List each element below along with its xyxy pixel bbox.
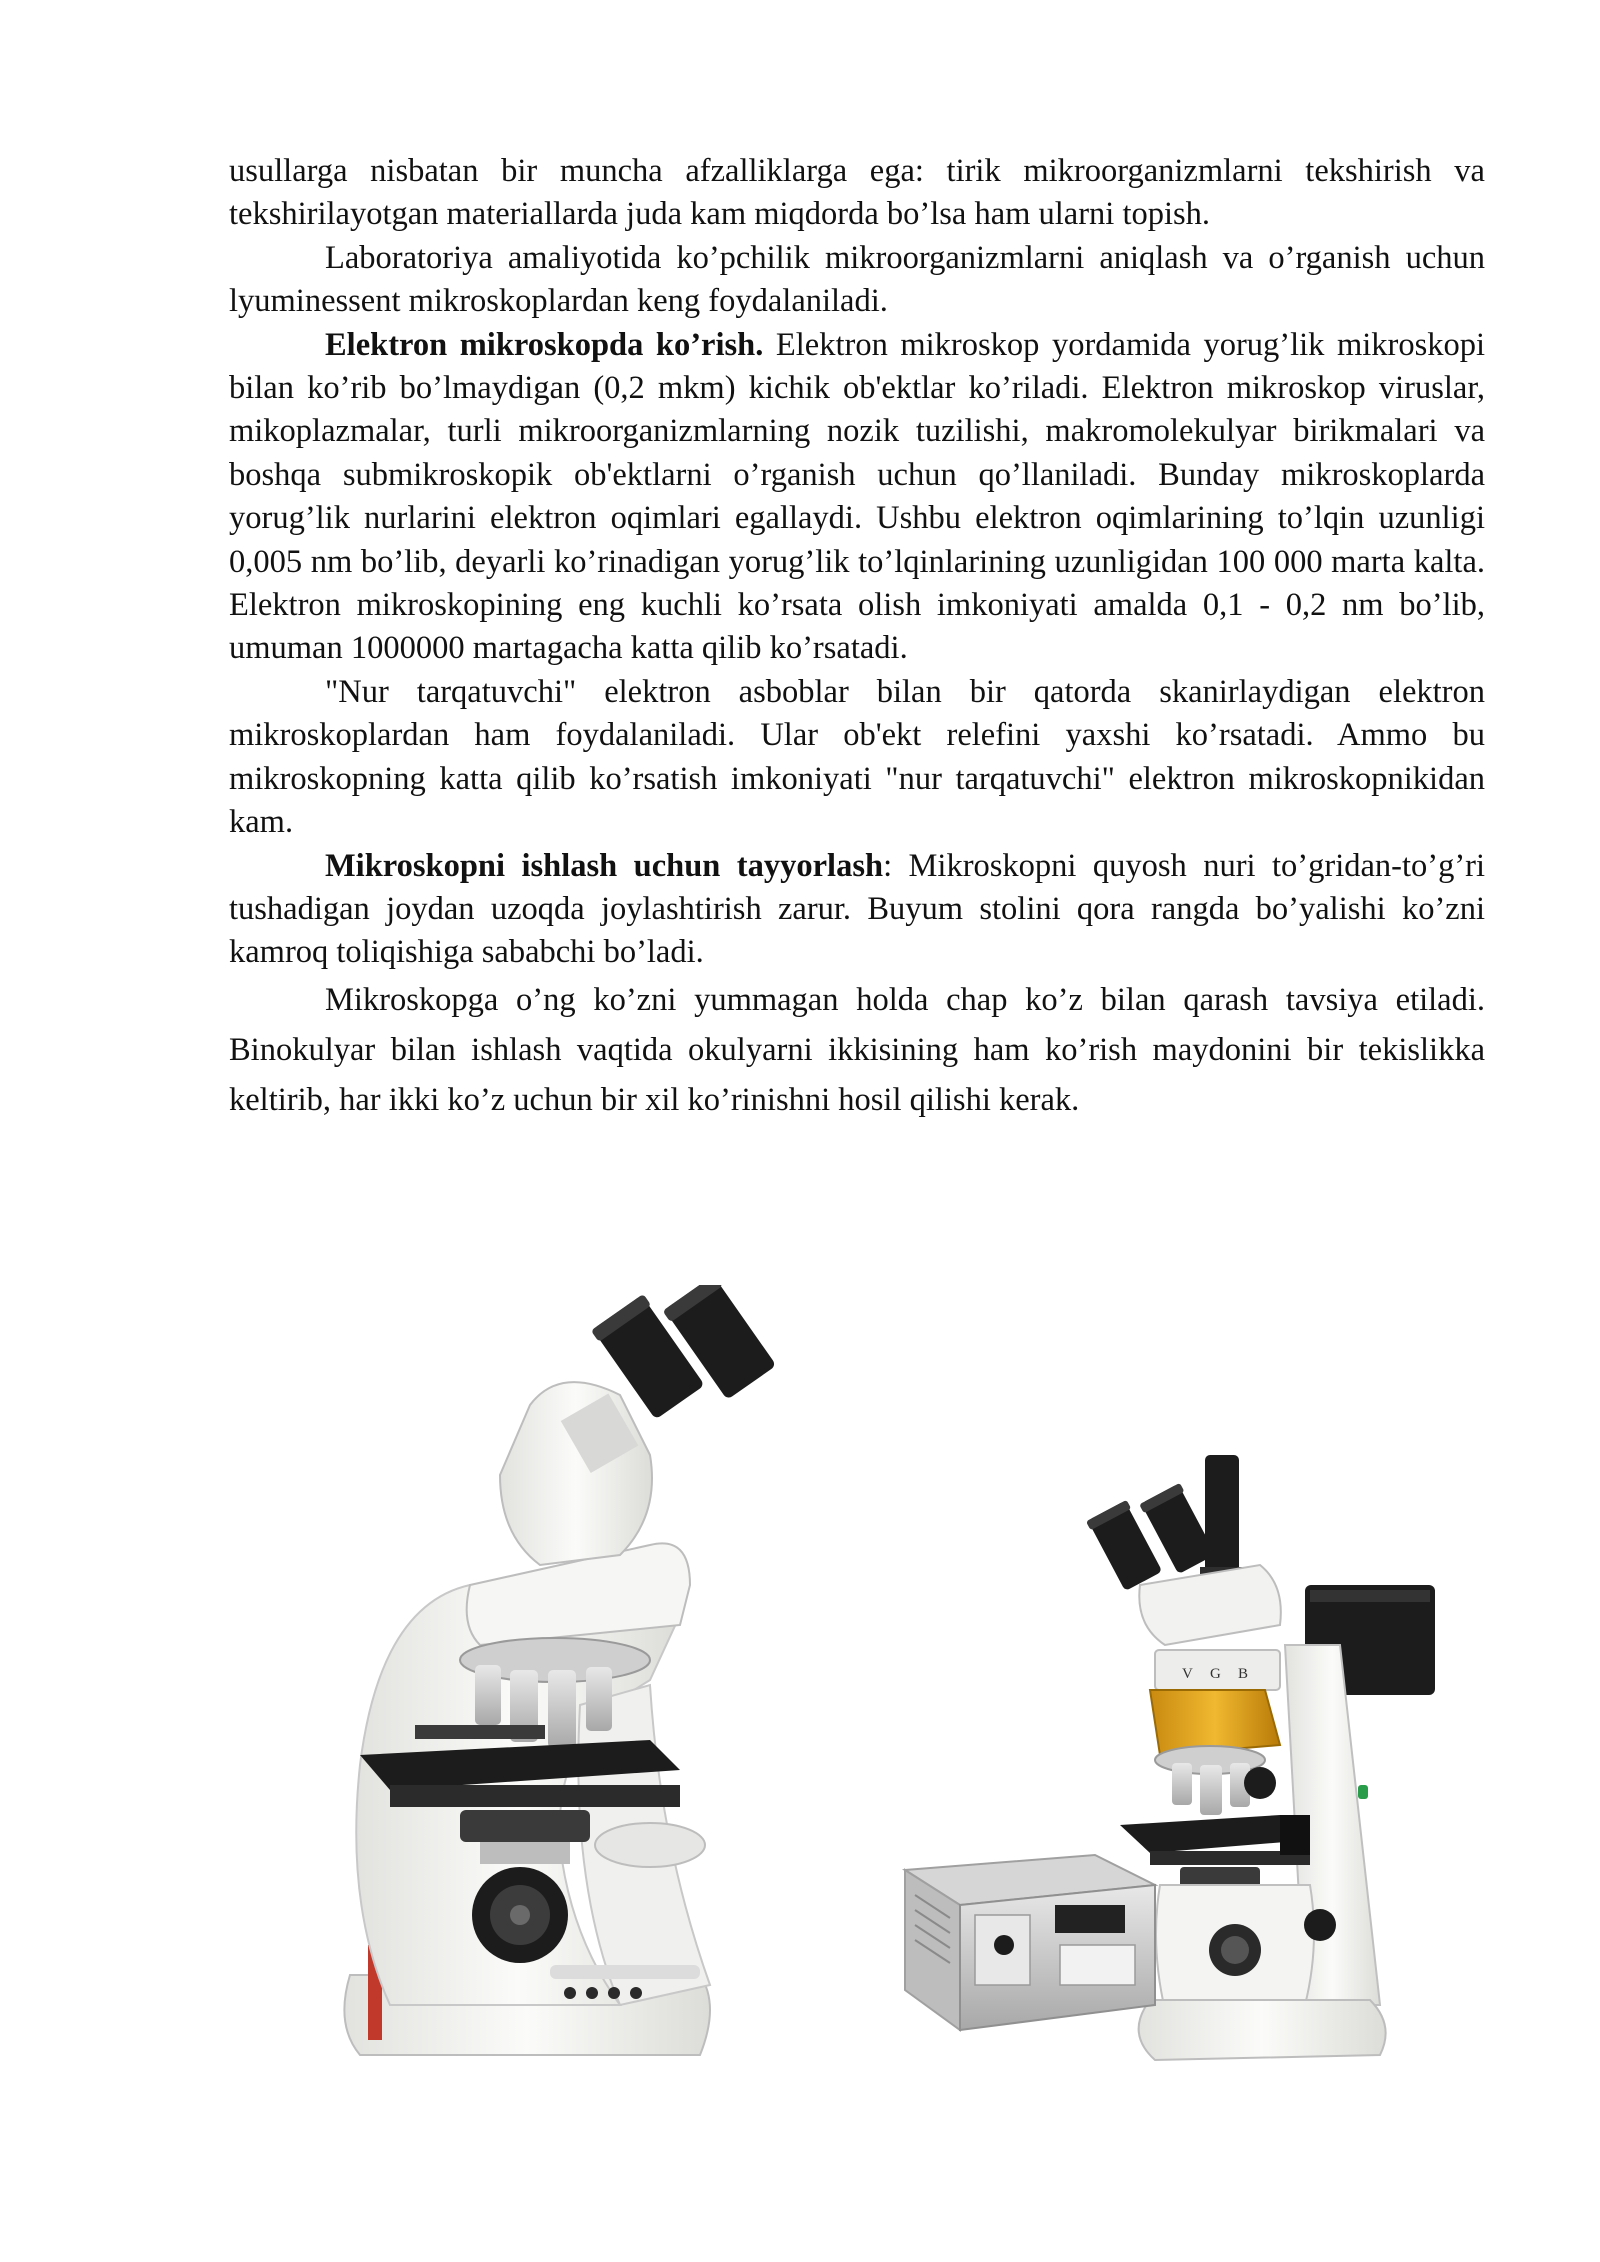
document-body: [229, 150, 1485, 1125]
paragraph-4-text: "Nur tarqatuvchi" elektron asboblar bilan bir qatorda skanirlaydigan elektron mikroskoplardan ham foydalaniladi. Ular ob'ekt relefini yaxshi ko’rsatadi. Ammo bu mikroskopning katta qilib ko’rsatish imkoniyati "nur tarqatuvchi" elektron mikroskopnikidan kam.: [229, 673, 1485, 841]
paragraph-3-text: Elektron mikroskop yordamida yorug’lik mikroskopi bilan ko’rib bo’lmaydigan (0,2 mkm) kichik ob'ektlar ko’riladi. Elektron mikroskop viruslar, mikoplazmalar, turli mikroorganizmlarning nozik tuzilishi, makromolekulyar birikmalari va boshqa submikroskopik ob'ektlarni o’rganish uchun qo’llaniladi. Bunday mikroskoplarda yorug’lik nurlarini elektron oqimlari egallaydi. Ushbu elektron oqimlarining to’lqin uzunligi 0,005 nm bo’lib, deyarli ko’rinadigan yorug’lik to’lqinlarining uzunligidan 100 000 marta kalta. Elektron mikroskopining eng kuchli ko’rsata olish imkoniyati amalda 0,1 - 0,2 nm bo’lib, umuman 1000000 martagacha katta qilib ko’rsatadi.: [229, 326, 1486, 667]
paragraph-5-text: Mikroskopni quyosh nuri to’gridan-to’g’ri tushadigan joydan uzoqda joylashtirish zarur. Buyum stolini qora rangda bo’yalishi ko’zni kamroq toliqishiga sababchi bo’ladi.: [229, 847, 1485, 971]
paragraph-2-text: Laboratoriya amaliyotida ko’pchilik mikroorganizmlarni aniqlash va o’rganish uchun lyuminessent mikroskoplardan keng foydalaniladi.: [229, 239, 1485, 320]
microscopes-figure: [320, 1285, 1450, 2085]
paragraph-6-text: Mikroskopga o’ng ko’zni yummagan holda chap ko’z bilan qarash tavsiya etiladi. Binokulyar bilan ishlash vaqtida okulyarni ikkisining ham ko’rish maydonini bir tekislikka keltirib, har ikki ko’z uchun bir xil ko’rinishni hosil qilishi kerak.: [229, 981, 1485, 1118]
paragraph-1: [229, 150, 1485, 237]
paragraph-6: [229, 975, 1485, 1125]
power-supply-unit: [905, 1855, 1155, 2030]
paragraph-5-separator: :: [883, 847, 909, 884]
paragraph-4: [229, 671, 1485, 845]
paragraph-2: [229, 237, 1485, 324]
microscopes-illustration: [320, 1285, 1450, 2085]
filter-label-b: B: [1238, 1666, 1249, 1682]
paragraph-1-text: usullarga nisbatan bir muncha afzalliklarga ega: tirik mikroorganizmlarni tekshirish va tekshirilayotgan materiallarda juda kam miqdorda bo’lsa ham ularni topish.: [229, 153, 1485, 233]
filter-label-g: G: [1210, 1666, 1221, 1682]
filter-label-v: V: [1182, 1666, 1193, 1682]
paragraph-3-separator: [763, 327, 776, 363]
paragraph-5: [229, 845, 1485, 975]
heading-electron-microscopy: Elektron mikroskopda ko’rish.: [325, 326, 764, 363]
heading-microscope-preparation: Mikroskopni ishlash uchun tayyorlash: [325, 847, 884, 884]
left-microscope: [320, 1285, 895, 2075]
paragraph-3: [229, 324, 1485, 671]
